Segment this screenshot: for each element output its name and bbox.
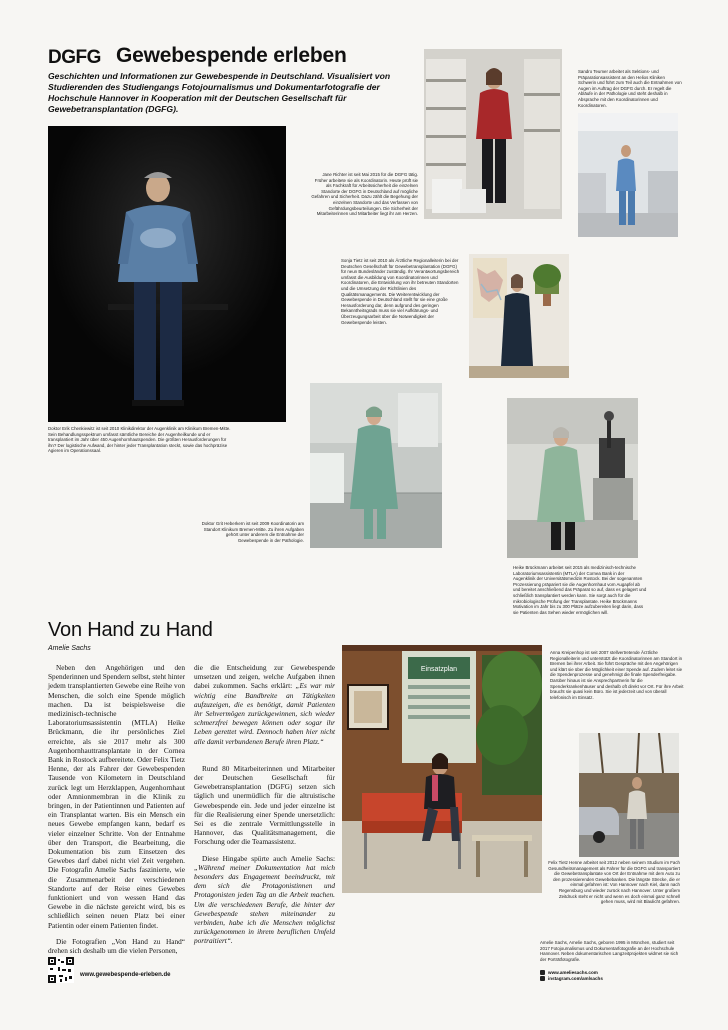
photo-grit-heberkern bbox=[310, 383, 442, 548]
article-text: Diese Hingabe spürte auch Amelie Sachs: bbox=[202, 853, 335, 863]
article-paragraph: Neben den Angehörigen und den Spenderinnen und Spendern selbst, steht hinter jedem transplantierten Gewebe eine Reihe von Menschen, die solch eine Spende möglich machen. Da ist beispielsweise die medizinisch-technische Laboratoriumsassistentin (MTLA) Heike Brückmann, die ihr persönliches Ziel erreichte, als sie 2017 mehr als 300 Augenhornhauttransplantate in der Cornea Bank in Rostock aufbereitete. Oder Felix Tietz Henne, der als Fahrer der Gewebespenden Tausende von Kilometern in Deutschland zurück legt um Herzklappen, Augenhornhaut oder Amnionmembran in die Klinik zu bringen, in der Patientinnen und Patienten auf ein Transplantat warten. Bis ein Mensch ein neues Gewebe empfangen kann, bedarf es vieler einzelner Schritte. Von der Entnahme über den Transport, die Bearbeitung, die Dokumentation bis zum Einsetzen des Gewebes darf dabei nicht viel Zeit vergehen. Die Fotografin Amelie Sachs faszinierte, wie die Zusammenarbeit der verschiedenen Standorte auf der Reise eines Gewebes funktioniert und von wessen Hand das Gewebe in die nächste gereicht wird, bis es schließlich seinen neuen Platz bei einer Patientin oder einem Patienten findet. bbox=[48, 663, 185, 930]
caption-kreipenhop: Anna Kreipenhop ist seit 2007 stellvertretende Ärztliche Regionalleiterin und unterstützt die Koordinatorinnen am Standort in Bremen bei ihrer Arbeit. Sie führt Gespräche mit den Angehörigen und klärt sie über die Möglichkeit einer Spende auf. Zudem leitet sie die Spendenprozesse und genehmigt die finale Spenderfreigabe. Darüber hinaus ist sie Ansprechpartnerin für die Spenderkrankenhäuser und deshalb oft direkt vor Ort. Für ihre Arbeit braucht sie quasi kein Büro. Sie ist jederzeit und von überall telefonisch im Einsatz. bbox=[550, 650, 684, 700]
instagram-row[interactable] bbox=[540, 976, 680, 982]
photographer-website[interactable]: www.ameliesachs.com bbox=[548, 970, 598, 975]
photographer-bio: Amelie Sachs, Amelie Sachs, geboren 1995 in München, studiert seit 2017 Fotojournalismus und Dokumentarfotografie an der Hochschule Hannover. Neben dokumentarischen Langzeitprojekten widmet sie sich der Porträtfotografie. bbox=[540, 940, 679, 962]
article-column-1 bbox=[48, 663, 185, 962]
photo-heike-brueckmann bbox=[507, 398, 638, 558]
intro-text: Geschichten und Informationen zur Gewebespende in Deutschland. Visualisiert von Studierenden des Studiengangs Fotojournalismus und Dokumentarfotografie der Hochschule Hannover in Kooperation mit der Deutschen Gesellschaft für Gewebetransplantation (DGFG). bbox=[48, 71, 391, 114]
social-links bbox=[540, 970, 680, 982]
photo-felix-henne bbox=[579, 733, 679, 857]
dgfg-logo: DGFG bbox=[48, 47, 101, 68]
qr-code[interactable] bbox=[48, 957, 74, 983]
article-column-2 bbox=[194, 663, 335, 953]
caption-tietz: Sonja Tietz ist seit 2010 als Ärztliche Regionalleiterin bei der Deutschen Gesellschaft für Gewebetransplantation (DGFG) für neun Bundesländer zuständig. Ihr Verantwortungsbereich umfasst die Ausbildung von Koordinatorinnen und Koordinatoren, die Entwicklung von ihr betreuten Standorten und die Umsetzung der Richtlinien des Qualitätsmanagements. Die Weiterentwicklung der Gewebespende in Deutschland stellt für sie eine große Herausforderung dar, denn aufgrund des geringen Bekanntheitsgrads muss sie viel Aufklärungs- und Überzeugungsarbeit über die Notwendigkeit der Gewebespende leisten. bbox=[341, 258, 460, 325]
article-paragraph bbox=[194, 663, 335, 746]
photo-doctor-chenkiewitz bbox=[48, 126, 286, 422]
caption-heberkern: Doktor Grit Heberkern ist seit 2009 Koordinatorin am Standort Klinikum Bremen-Mitte. Zu ihren Aufgaben gehört unter anderem die Entnahme der Gewebespende in der Pathologie. bbox=[201, 521, 304, 543]
page-title: Gewebespende erleben bbox=[116, 44, 347, 67]
article-heading: Von Hand zu Hand bbox=[48, 619, 213, 641]
caption-henne: Felix Tietz Henne arbeitet seit 2012 neben seinem Studium im Fach Gesundheitsmanagement als Fahrer für die DGFG und transportiert die Gewebetransplantate von Ort der Entnahme mit dem Auto zu den prozessierenden Gewebebanken. Die längste Strecke, die er einmal gefahren ist: Von Hannover nach Kiel, dann nach Regensburg und wieder zurück nach Hannover. Unter großem Zeitdruck steht er nicht und wenn es doch einmal ganz schnell gehen muss, wird mit Blaulicht gefahren. bbox=[548, 860, 680, 905]
website-link[interactable]: www.gewebespende-erleben.de bbox=[80, 972, 171, 978]
globe-icon bbox=[540, 970, 545, 975]
article-paragraph: Die Fotografien „Von Hand zu Hand“ drehen sich deshalb um die vielen Personen, bbox=[48, 936, 185, 956]
article-author: Amelie Sachs bbox=[48, 645, 91, 652]
photo-sonja-tietz bbox=[469, 254, 569, 378]
article-paragraph bbox=[194, 854, 335, 946]
caption-richter: Jane Richter ist seit Mai 2015 für die DGFG tätig. Früher arbeitete sie als Koordinatorin. Heute prüft sie als Fachkraft für Arbeitssicherheit die einzelnen Standorte der DGFG in Deutschland auf mögliche Gefahren und Sicherheit. Dazu zählt die Begehung der einzelnen Standorte und das Verfassen von Gefährdungsbeurteilungen. Die Sicherheit der Mitarbeiterinnen und Mitarbeiter liegt ihr am Herzen. bbox=[311, 172, 418, 217]
caption-chenkiewitz: Doktor Erik Chenkiewitz ist seit 2010 Klinikdirektor der Augenklinik am Klinikum Bremen-Mitte. Sein Behandlungsspektrum umfasst sämtliche Bereiche der Augenheilkunde und er transplantiert im Jahr über 450 Augenhornhautspenden. Die größten Herausforderungen für ihn? Der logistische Aufwand, der hinter jeder Transplantation steckt, sowie das hochpräzise Agieren im Operationssaal. bbox=[48, 426, 231, 454]
photographer-instagram[interactable]: instagram.com/amlsachs bbox=[548, 976, 603, 982]
caption-teumer: Sandro Teumer arbeitet als Sektions- und Präparationsassistent an den Helios Kliniken Schwerin und führt zum Teil auch die Entnahmen von Augen im Auftrag der DGFG durch. Er regelt die Abläufe in der Pathologie und steht deshalb in Absprache mit den Koordinatorinnen und Koordinatoren. bbox=[578, 69, 682, 108]
article-paragraph: Rund 80 Mitarbeiterinnen und Mitarbeiter der Deutschen Gesellschaft für Gewebetransplantation (DGFG) setzen sich täglich und unermüdlich für die altruistische Gewebespende ein. Jede und jeder einzelne ist für die Realisierung einer Spende unersetzlich: Sei es die zentrale Vermittlungsstelle in Hannover, das Qualitätsmanagement, die Forschung oder die Teamassistenz. bbox=[194, 763, 335, 847]
photo-anna-kreipenhop bbox=[342, 645, 542, 893]
instagram-icon bbox=[540, 976, 545, 981]
photo-sandro-teumer bbox=[578, 113, 678, 237]
sign-title: Einsatzplan bbox=[420, 666, 458, 673]
article-text: die die Entscheidung zur Gewebespende umsetzen und zeigen, welche Aufgaben ihnen dabei zukommen. Sachs erklärt: bbox=[194, 663, 335, 691]
article-quote: „Während meiner Dokumentation hat mich besonders das Engagement beeindruckt, mit dem sich die Protagonistinnen und Protagonisten jeden Tag an die Arbeit machen. Um die verschiedenen Berufe, die hinter der Gewebespende stehen miteinander zu verbinden, habe ich die Menschen möglichst zurückgenommen in ihrem beruflichen Umfeld portraitiert“. bbox=[194, 862, 335, 946]
caption-brueckmann: Heike Brückmann arbeitet seit 2015 als medizinisch-technische Laboratoriumsassistentin (MTLA) der Cornea Bank in der Augenklinik der Universitätsmedizin Rostock. Bei der sogenannten Prozessierung präpariert sie die Augenhornhaut vom Augapfel ab und bereitet anschließend das Präparat so auf, dass es gelagert und schließlich transplantiert werden kann. Sie sorgt auch für die mikrobiologische Prüfung der Transplantate. Heike Brückmanns Motivation im Jahr bis zu 300 Plätze aufzubereiten liegt darin, dass sie Patienten das Sehen wieder ermöglichen will. bbox=[513, 565, 647, 615]
article-quote: „Es war mir wichtig eine Bandbreite an Tätigkeiten aufzuzeigen, die es benötigt, damit Patienten ihr Sehvermögen zurückgewinnen, sich wieder schmerzfrei bewegen können oder sogar ihr Leben gerettet wird. Dennoch haben hier nicht alle damit verbundenen Berufe ihren Platz.“ bbox=[194, 681, 335, 746]
photo-jane-richter bbox=[424, 49, 562, 219]
